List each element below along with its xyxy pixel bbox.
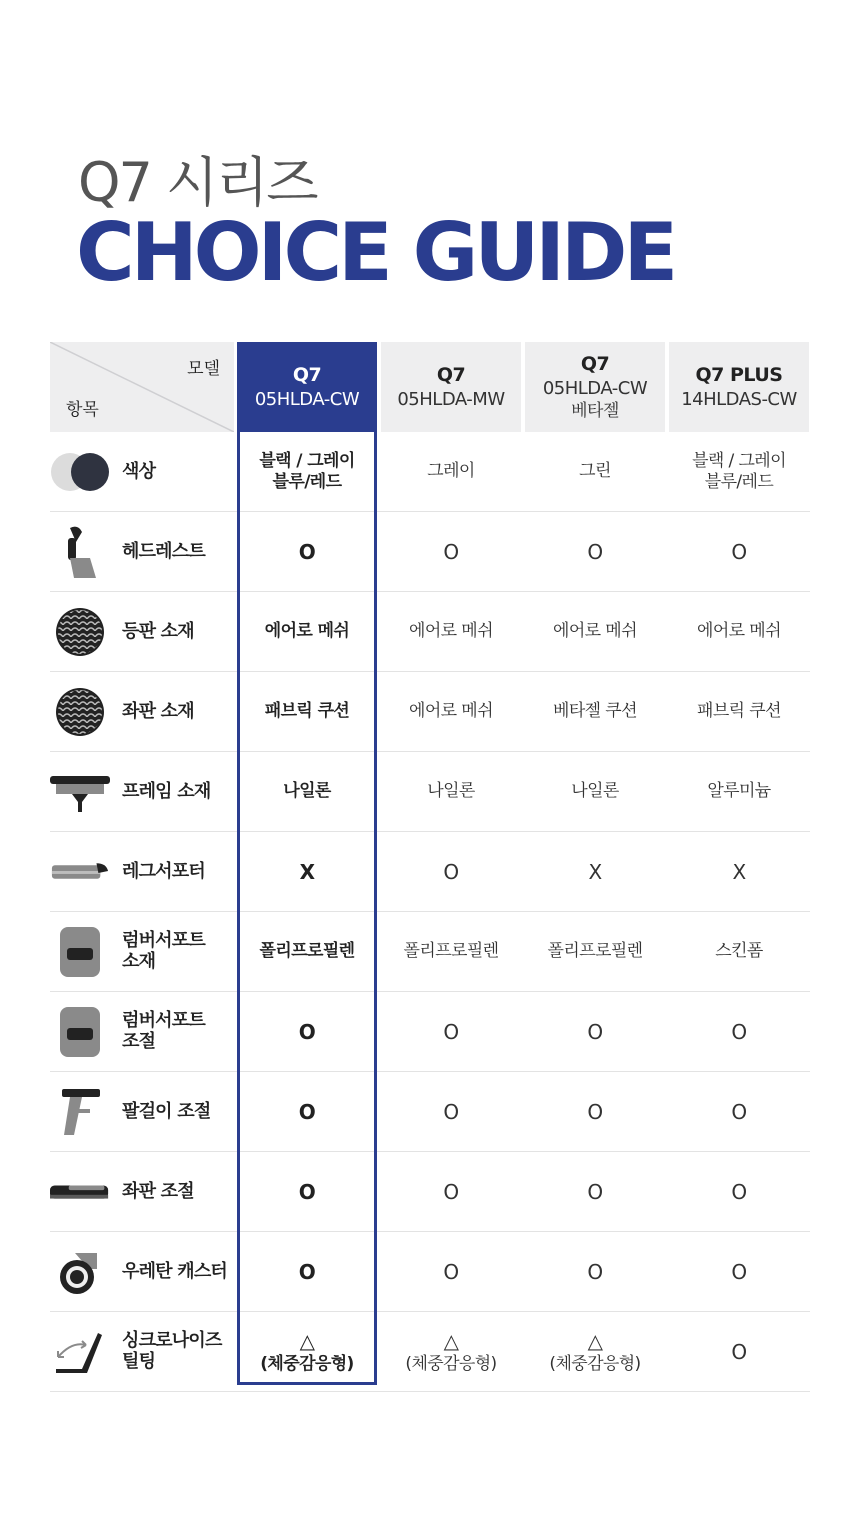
cell-value: O	[731, 1179, 747, 1204]
table-cell	[525, 1232, 665, 1312]
row-label-line: 틸팅	[122, 1351, 156, 1372]
cell-value: 나일론	[571, 781, 619, 802]
table-cell	[525, 1072, 665, 1152]
cell-value: X	[588, 859, 602, 884]
table-cell	[669, 832, 809, 912]
table-cell	[525, 992, 665, 1072]
cell-value: O	[731, 1099, 747, 1124]
cell-value: 폴리프로필렌	[547, 941, 643, 962]
cell-value: △	[299, 1328, 315, 1353]
table-cell	[669, 752, 809, 832]
row-label	[122, 512, 234, 592]
cell-value: O	[298, 1099, 316, 1124]
table-cell	[525, 512, 665, 592]
table-cell	[381, 1312, 521, 1392]
table-cell	[381, 752, 521, 832]
cell-value: O	[443, 1099, 459, 1124]
table-cell	[669, 1072, 809, 1152]
row-label-line: 럼버서포트	[122, 1010, 205, 1032]
row-label	[122, 672, 234, 752]
cell-value: O	[587, 539, 603, 564]
table-cell	[381, 672, 521, 752]
table-cell	[669, 592, 809, 672]
cell-value: 베타젤 쿠션	[553, 701, 637, 722]
seat-adjust-icon	[50, 1162, 110, 1222]
table-row	[50, 912, 810, 992]
cell-value: 블랙 / 그레이	[259, 450, 355, 471]
row-label-line: 싱크로나이즈	[122, 1330, 222, 1352]
page-title: CHOICE GUIDE	[76, 206, 675, 299]
table-row	[50, 672, 810, 752]
cell-value: 에어로 메쉬	[409, 701, 493, 722]
table-row	[50, 1232, 810, 1312]
table-cell	[669, 512, 809, 592]
cell-value: 에어로 메쉬	[697, 621, 781, 642]
model-code: 05HLDA-MW	[397, 388, 505, 410]
row-label	[122, 752, 234, 832]
table-cell	[237, 752, 377, 832]
model-name: Q7	[580, 352, 610, 375]
table-cell	[237, 1232, 377, 1312]
table-cell	[381, 432, 521, 512]
cell-value: O	[731, 539, 747, 564]
table-cell	[237, 992, 377, 1072]
table-cell	[525, 912, 665, 992]
cell-value: 에어로 메쉬	[409, 621, 493, 642]
lumbar-icon	[50, 922, 110, 982]
cell-value: O	[731, 1339, 747, 1364]
row-label-line: 프레임 소재	[122, 780, 211, 802]
table-row	[50, 432, 810, 512]
row-label	[122, 832, 234, 912]
cell-value: O	[298, 1019, 316, 1044]
model-code: 14HLDAS-CW	[681, 388, 797, 410]
row-label	[122, 912, 234, 992]
cell-value: O	[731, 1019, 747, 1044]
table-row	[50, 1072, 810, 1152]
mesh-icon	[50, 682, 110, 742]
row-label-line: 등판 소재	[122, 620, 194, 642]
table-cell	[237, 912, 377, 992]
table-cell	[525, 1312, 665, 1392]
cell-value: O	[443, 1019, 459, 1044]
cell-value: 폴리프로필렌	[259, 941, 355, 962]
table-cell	[525, 592, 665, 672]
cell-value: O	[443, 1259, 459, 1284]
mesh-icon	[50, 602, 110, 662]
row-label-line: 조절	[122, 1031, 156, 1052]
cell-value: 블루/레드	[272, 472, 342, 492]
row-label-line: 좌판 소재	[122, 700, 194, 722]
model-name: Q7	[436, 363, 466, 386]
row-label	[122, 1312, 234, 1392]
table-cell	[525, 1152, 665, 1232]
row-label-line: 우레탄 캐스터	[122, 1260, 227, 1282]
cell-value: 에어로 메쉬	[264, 621, 350, 642]
cell-value: 나일론	[283, 781, 331, 802]
model-header-4	[669, 342, 809, 432]
cell-value: (체중감응형)	[405, 1353, 497, 1374]
table-cell	[669, 672, 809, 752]
cell-value: 그린	[579, 461, 611, 482]
cell-value: △	[587, 1328, 603, 1353]
model-name: Q7 PLUS	[695, 363, 783, 386]
row-label-line: 소재	[122, 951, 156, 972]
table-row	[50, 752, 810, 832]
row-label-line: 팔걸이 조절	[122, 1100, 211, 1122]
cell-value: 패브릭 쿠션	[697, 701, 781, 722]
item-label: 항목	[66, 400, 99, 420]
cell-value: 그레이	[427, 461, 475, 482]
table-cell	[669, 432, 809, 512]
table-cell	[237, 432, 377, 512]
cell-value: O	[443, 1179, 459, 1204]
table-cell	[669, 912, 809, 992]
model-header-2	[381, 342, 521, 432]
table-cell	[381, 832, 521, 912]
row-label	[122, 432, 234, 512]
headrest-icon	[50, 522, 110, 582]
table-row	[50, 992, 810, 1072]
cell-value: 패브릭 쿠션	[264, 701, 350, 722]
table-cell	[381, 912, 521, 992]
row-label	[122, 1232, 234, 1312]
color-swatch-icon	[50, 442, 110, 502]
cell-value: 스킨폼	[715, 941, 763, 962]
cell-value: O	[298, 1179, 316, 1204]
frame-icon	[50, 762, 110, 822]
row-label-line: 헤드레스트	[122, 540, 205, 562]
table-cell	[525, 832, 665, 912]
cell-value: 에어로 메쉬	[553, 621, 637, 642]
model-label: 모델	[187, 359, 220, 379]
cell-value: O	[298, 1259, 316, 1284]
row-label	[122, 992, 234, 1072]
table-row	[50, 512, 810, 592]
model-name: Q7	[292, 363, 322, 386]
page-subtitle: Q7 시리즈	[78, 151, 317, 214]
legrest-icon	[50, 842, 110, 902]
cell-value: X	[299, 859, 315, 884]
cell-value: O	[587, 1259, 603, 1284]
table-cell	[237, 1072, 377, 1152]
table-cell	[525, 672, 665, 752]
model-code: 05HLDA-CW	[254, 388, 360, 410]
cell-value: O	[587, 1179, 603, 1204]
model-code: 05HLDA-CW	[542, 377, 648, 399]
table-cell	[237, 592, 377, 672]
row-label	[122, 1072, 234, 1152]
cell-value: O	[587, 1099, 603, 1124]
model-variant: 베타젤	[571, 400, 619, 421]
cell-value: (체중감응형)	[549, 1353, 641, 1374]
armrest-icon	[50, 1082, 110, 1142]
model-header-3	[525, 342, 665, 432]
row-label-line: 레그서포터	[122, 860, 205, 882]
table-cell	[237, 832, 377, 912]
cell-value: 폴리프로필렌	[403, 941, 499, 962]
cell-value: O	[443, 859, 459, 884]
table-cell	[237, 672, 377, 752]
cell-value: O	[298, 539, 316, 564]
table-cell	[237, 1312, 377, 1392]
cell-value: (체중감응형)	[260, 1353, 354, 1374]
row-label	[122, 592, 234, 672]
cell-value: 블루/레드	[704, 472, 774, 492]
cell-value: 나일론	[427, 781, 475, 802]
cell-value: O	[443, 539, 459, 564]
cell-value: O	[587, 1019, 603, 1044]
table-cell	[669, 1232, 809, 1312]
table-cell	[237, 512, 377, 592]
table-cell	[381, 1232, 521, 1312]
row-label-line: 색상	[122, 460, 156, 482]
table-cell	[381, 1072, 521, 1152]
table-row	[50, 1152, 810, 1232]
table-cell	[381, 592, 521, 672]
row-label	[122, 1152, 234, 1232]
table-cell	[525, 432, 665, 512]
row-label-line: 좌판 조절	[122, 1180, 194, 1202]
tilt-icon	[50, 1322, 110, 1382]
table-cell	[669, 992, 809, 1072]
table-cell	[237, 1152, 377, 1232]
lumbar-icon	[50, 1002, 110, 1062]
table-row	[50, 592, 810, 672]
table-cell	[381, 512, 521, 592]
table-cell	[525, 752, 665, 832]
cell-value: O	[731, 1259, 747, 1284]
table-row	[50, 1312, 810, 1392]
table-cell	[669, 1312, 809, 1392]
model-header-1	[237, 342, 377, 432]
table-row	[50, 832, 810, 912]
cell-value: 블랙 / 그레이	[692, 450, 786, 471]
table-cell	[381, 992, 521, 1072]
header-corner	[50, 342, 234, 432]
caster-icon	[50, 1242, 110, 1302]
cell-value: △	[443, 1328, 459, 1353]
cell-value: X	[732, 859, 746, 884]
row-label-line: 럼버서포트	[122, 930, 205, 952]
table-cell	[381, 1152, 521, 1232]
header-row	[50, 342, 810, 432]
table-cell	[669, 1152, 809, 1232]
cell-value: 알루미늄	[707, 781, 771, 802]
